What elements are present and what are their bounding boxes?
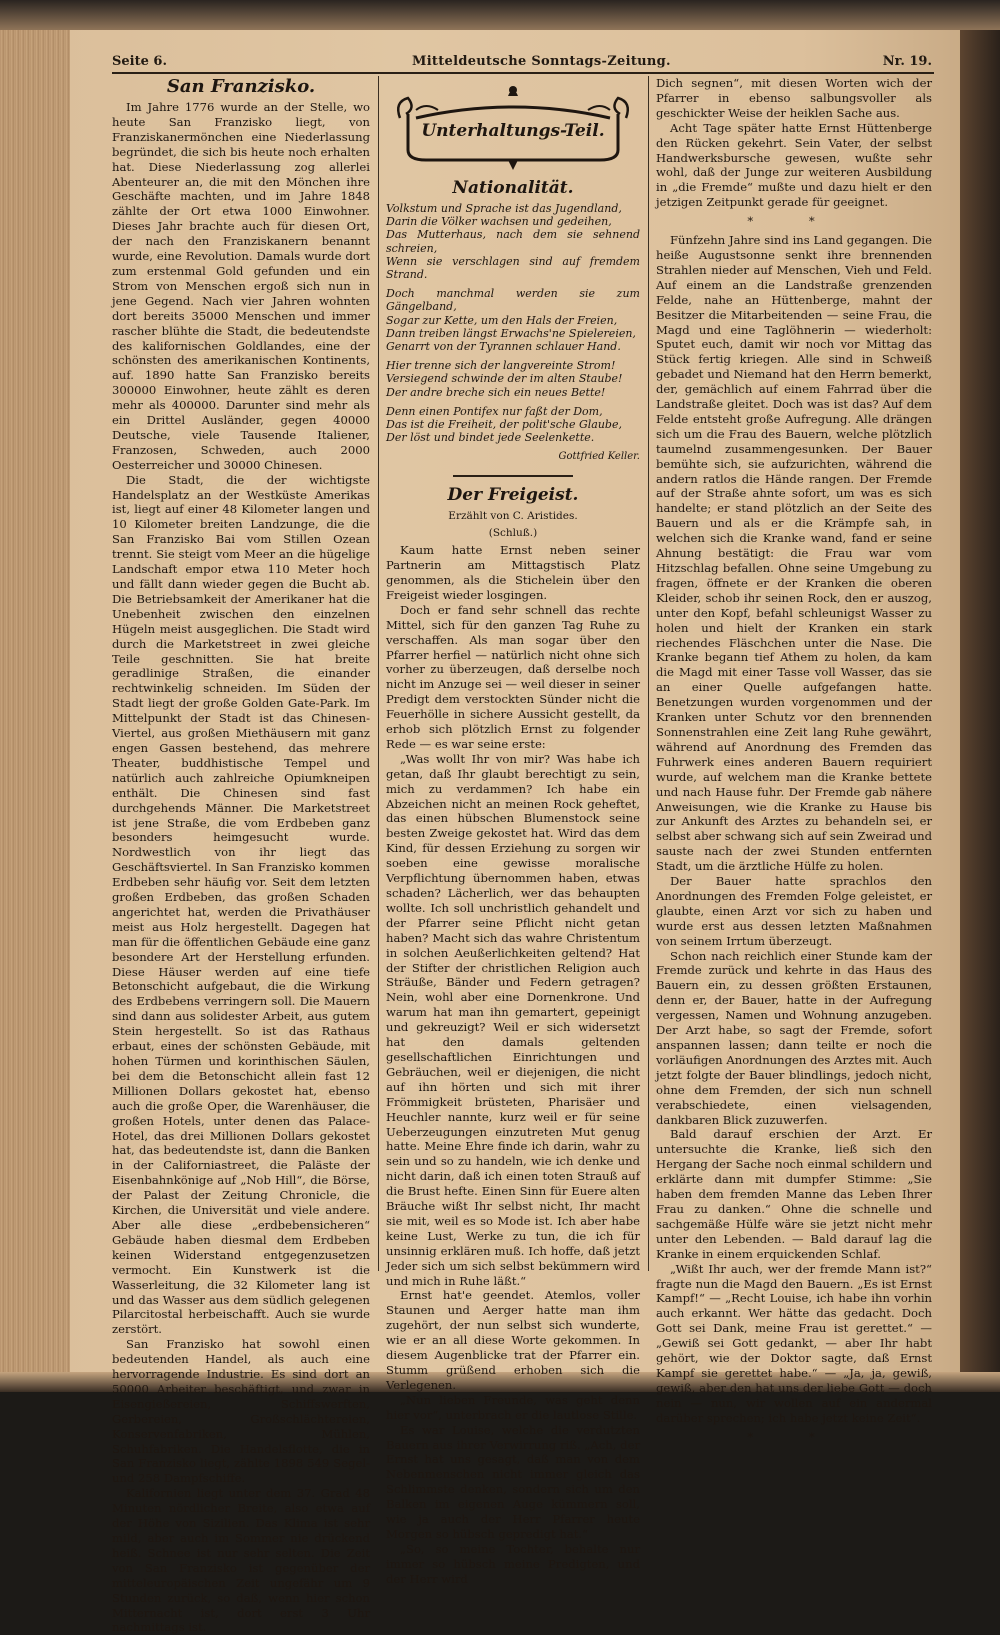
column-2 [386, 76, 640, 1586]
column-divider [378, 76, 379, 1271]
paragraph: „So, so meine Tochter, behalte nur immer so hübsch meine Predigten, und der Herr wird [386, 1541, 640, 1586]
paragraph: Der Bauer hatte sprachlos den Anordnungen des Fremden Folge geleistet, er glaubte, einen Arzt vor sich zu haben und wurde erst aus dessen letzten Maßnahmen von seinem Irrtum überzeugt. [656, 874, 932, 948]
entertainment-banner [386, 78, 640, 174]
paragraph: San Franzisko hat sowohl einen bedeutenden Handel, als auch eine hervorragende Industrie. Es sind dort an 50000 Arbeiter beschäftigt, und zwar in Eisengießereien, Schiffswerften, Gerbereien, Großschlächtereien, Konservenfabriken, Mühlen, Schuhfabriken. Die Handelsflotte, die in San Franzisko liegt, zählte 1898 549 Segel- und 258 Dampfschiffe. [112, 1337, 370, 1486]
header-rule [112, 72, 934, 74]
story-part: (Schluß.) [488, 527, 538, 540]
poem [386, 202, 640, 444]
poem-author: Gottfried Keller. [558, 451, 640, 463]
poem-line: Dann treiben längst Erwachs'ne Spielereien, [386, 326, 636, 340]
poem-line: Darin die Völker wachsen und gedeihen, [386, 215, 612, 229]
poem-line: Genarrt von der Tyrannen schlauer Hand. [386, 340, 621, 354]
poem-stanza [386, 359, 640, 399]
end-stars: * * [747, 1429, 841, 1444]
paragraph: Fünfzehn Jahre sind ins Land gegangen. Die heiße Augustsonne senkt ihre brennenden Strahlen nieder auf Menschen, Vieh und Feld. Auf einem an die Landstraße grenzenden Felde, nahe an Hüttenberge, mahnt der Besitzer die Mitarbeitenden — seine Frau, die Magd und eine Taglöhnerin — wiederholt: Sputet euch, damit wir noch vor Mittag das Stück fertig kriegen. Alle sind in Schweiß gebadet und Niemand hat den Herrn bemerkt, der, gemächlich auf einem Fahrrad über die Landstraße gleitet. Doch was ist das? Auf dem Felde entsteht große Aufregung. Alle drängen sich um die Frau des Bauern, welche plötzlich taumelnd zusammengesunken. Der Bauer bemühte sich, sie aufzurichten, während die andern ratlos die Hände rangen. Der Fremde auf der Straße ahnte sofort, um was es sich handelte; er stand plötzlich an der Seite des Bauern und als er die Krämpfe sah, in welchen sich die Kranke wand, fand er seine Ahnung bestätigt: die Frau war vom Hitzschlag befallen. Ohne seine Umgebung zu fragen, öffnete er der Kranken die oberen Kleider, schob ihr seinen Rock, den er auszog, unter den Kopf, befahl schleunigst Wasser zu holen und hielt der Kranken ein stark riechendes Fläschchen unter die Nase. Die Kranke begann tief Athem zu holen, da kam die Magd mit einer Tasse voll Wasser, das sie an einer Quelle aufgefangen hatte. Benetzungen wurden vorgenommen und der Kranken unter Schutz vor den brennenden Sonnenstrahlen eine Zeit lang Ruhe gewährt, während auf Anordnung des Fremden das Fuhrwerk eines anderen Bauern requiriert wurde, auf welchem man die Kranke bettete und nach Hause fuhr. Der Fremde gab nähere Anweisungen, wie die Kranke zu Hause bis zur Ankunft des Arztes zu behandeln sei, er selbst aber schwang sich auf sein Zweirad und sauste nach der zwei Stunden entfernten Stadt, um die ärztliche Hülfe zu holen. [656, 233, 932, 874]
poem-stanza [386, 405, 640, 445]
poem-line: Hier trenne sich der langvereinte Strom! [386, 359, 616, 373]
paragraph: Die Stadt, die der wichtigste Handelsplatz an der Westküste Amerikas ist, liegt auf einer 48 Kilometer langen und 10 Kilometer breiten Landzunge, die die San Franzisko Bai vom Stillen Ozean trennt. Sie steigt vom Meer an die hügelige Landschaft empor etwa 110 Meter hoch und fällt dann wieder gegen die Bucht ab. Die Betriebsamkeit der Amerikaner hat die Unebenheit zwischen den einzelnen Hügeln meist ausgeglichen. Die Stadt wird durch die Marketstreet in zwei gleiche Teile geschnitten. Sie hat breite geradlinige Straßen, die einander rechtwinkelig schneiden. Im Süden der Stadt liegt der große Golden Gate-Park. Im Mittelpunkt der Stadt ist das Chinesen-Viertel, aus großen Miethäusern mit ganz engen Gassen bestehend, das mehrere Theater, buddhistische Tempel und natürlich auch zahlreiche Opiumkneipen enthält. Die Chinesen sind fast durchgehends Männer. Die Marketstreet ist jene Straße, die vom Erdbeben ganz besonders heimgesucht wurde. Nordwestlich von ihr liegt das Geschäftsviertel. In San Franzisko kommen Erdbeben sehr häufig vor. Seit dem letzten großen Erdbeben, das großen Schaden angerichtet hat, werden die Privathäuser meist aus Holz hergestellt. Dagegen hat man für die öffentlichen Gebäude eine ganz besondere Art der Herstellung erfunden. Diese Häuser werden auf eine tiefe Betonschicht aufgebaut, die die Wirkung des Erdbebens verringern soll. Die Mauern sind dann aus solidester Arbeit, aus gutem Stein hergestellt. So ist das Rathaus erbaut, eines der schönsten Gebäude, mit hohen Türmen und korinthischen Säulen, bei dem die Betonschicht allein fast 12 Millionen Dollars gekostet hat, ebenso auch die große Oper, die Warenhäuser, die großen Hotels, unter denen das Palace-Hotel, das drei Millionen Dollars gekostet hat, das bedeutendste ist, dann die Banken in der Californiastreet, die Paläste der Eisenbahnkönige auf „Nob Hill“, die Börse, der Palast der Zeitung Chronicle, die Kirchen, die Universität und viele andere. Aber alle diese „erdbebensicheren“ Gebäude haben diesmal dem Erdbeben keinen Widerstand entgegenzusetzen vermocht. Ein Kunstwerk ist die Wasserleitung, die 32 Kilometer lang ist und das Wasser aus dem südlich gelegenen Pilarcitostal herbeischafft. Auch sie wurde zerstört. [112, 472, 370, 1337]
poem-line: Doch manchmal werden sie zum Gängelband, [386, 287, 640, 314]
paragraph: Doch er fand sehr schnell das rechte Mittel, sich für den ganzen Tag Ruhe zu verschaffen. Als man sogar über den Pfarrer herfiel — natürlich nicht ohne sich vorher zu überzeugen, daß derselbe noch nicht im Anzuge sei — weil dieser in seiner Predigt dem verstockten Sünder nicht die Feuerhölle in sichere Aussicht gestellt, da erhob sich plötzlich Ernst zu folgender Rede — es war seine erste: [386, 602, 640, 751]
poem-line: Versiegend schwinde der im alten Staube! [386, 372, 623, 386]
poem-line: Das ist die Freiheit, der polit'sche Glaube, [386, 418, 622, 432]
poem-line: Der löst und bindet jede Seelenkette. [386, 431, 595, 445]
poem-line: Volkstum und Sprache ist das Jugendland, [386, 202, 622, 215]
column-1 [112, 76, 370, 1635]
paragraph: „Was wollt Ihr von mir? Was habe ich getan, daß Ihr glaubt berechtigt zu sein, mich zu verdammen? Ich habe ein Abzeichen nicht an meinen Rock geheftet, das einen hübschen Blumenstock seine besten Zweige gekostet hat. Wird das dem Kind, für dessen Erziehung zu sorgen wir soeben eine gewisse moralische Verpflichtung übernommen haben, etwas schaden? Lächerlich, wer das behaupten wollte. Ich soll unchristlich gehandelt und der Pfarrer seine Pflicht nicht getan haben? Macht sich das wahre Christentum in solchen Aeußerlichkeiten geltend? Hat der Stifter der christlichen Religion auch Sträuße, Bänder und Federn getragen? Nein, wohl aber eine Dornenkrone. Und warum hat man ihn gemartert, gepeinigt und gekreuzigt? Weil er sich widersetzt hat den damals geltenden gesellschaftlichen Einrichtungen und Gebräuchen, weil er diejenigen, die nicht auf ihn hörten und sich mit ihrer Frömmigkeit brüsteten, Pharisäer und Heuchler nannte, kurz weil er für seine Ueberzeugungen einzutreten Mut genug hatte. Meine Ehre finde ich darin, wahr zu sein und so zu handeln, wie ich denke und nicht darin, daß ich einen toten Strauß auf die Brust hefte. Einen Sinn für Euere alten Bräuche wißt Ihr selbst nicht, Ihr macht sie mit, weil es so Mode ist. Ich aber habe keine Lust, Werke zu tun, die ich für unsinnig erklären muß. Ich hoffe, daß jetzt Jeder sich um sich selbst bekümmern wird und mich in Ruhe läßt.“ [386, 751, 640, 1288]
paragraph: „Nun lieben Freunde, was geht denn hier vor“, unterbrach er die lautlose Stille. [386, 1392, 640, 1422]
poem-line: Wenn sie verschlagen sind auf fremdem Strand. [386, 254, 640, 282]
section-stars: * * [747, 214, 841, 229]
paragraph: „Wißt Ihr auch, wer der fremde Mann ist?“ fragte nun die Magd den Bauern. „Es ist Ernst Kampf!“ — „Recht Louise, ich habe ihn vorhin auch erkannt. Wer hätte das gedacht. Doch Gott sei Dank, meine Frau ist gerettet.“ — „Gewiß sei Gott gedankt, — aber Ihr habt gehört, wie der Doktor sagte, daß Ernst Kampf sie gerettet habe.“ — „Ja, ja, gewiß, gewiß, aber den hat uns der liebe Gott — doch nein — nun, wir wollen auf ein andermal darüber sprechen; ich habe jetzt keine Zeit“. [656, 1261, 932, 1425]
paragraph: Im Jahre 1776 wurde an der Stelle, wo heute San Franzisko liegt, von Franziskanermönchen eine Niederlassung begründet, die sich bis heute noch erhalten hat. Diese Niederlassung zog allerlei Abenteurer an, die mit den Mönchen ihre Geschäfte machten, und im Jahre 1848 zählte der Ort etwa 1000 Einwohner. Dieses Jahr brachte auch für diesen Ort, der nach den Franziskanern benannt wurde, eine Revolution. Damals wurde dort zum erstenmal Gold gefunden und ein Strom von Menschen ergoß sich nun in jene Gegend. Nach vier Jahren wohnten dort bereits 35000 Menschen und immer rascher blühte die Stadt, die bedeutendste des kalifornischen Goldlandes, eine der schönsten des amerikanischen Kontinents, auf. 1890 hatte San Franzisko bereits 300000 Einwohner, heute zählt es deren mehr als 400000. Darunter sind mehr als ein Drittel Ausländer, gegen 40000 Deutsche, viele Tausende Italiener, Franzosen, Schweden, auch 2000 Oesterreicher und 30000 Chinesen. [112, 100, 370, 472]
column-3 [656, 76, 932, 1444]
book-spine [960, 0, 1000, 1392]
paragraph: Bald darauf erschien der Arzt. Er untersuchte die Kranke, ließ sich den Hergang der Sache noch einmal schildern und erklärte dann mit dumpfer Stimme: „Sie haben dem fremden Manne das Leben Ihrer Frau zu danken.“ Ohne die schnelle und sachgemäße Hülfe wäre sie jetzt nicht mehr unter den Lebenden. — Bald darauf lag die Kranke in einem erquickenden Schlaf. [656, 1127, 932, 1261]
article-title: San Franzisko. [166, 76, 316, 97]
page-header [112, 54, 932, 74]
paragraph: Ernst hat'e geendet. Atemlos, voller Staunen und Aerger hatte man ihm zugehört, der nun selbst sich wunderte, wie er an all diese Worte gekommen. In diesem Augenblicke trat der Pfarrer ein. Stumm grüßend erhoben sich die Verlegenen. [386, 1288, 640, 1392]
poem-line: Das Mutterhaus, nach dem sie sehnend schreien, [386, 228, 640, 255]
page-number: Seite 6. [112, 54, 167, 69]
paragraph: Kaum hatte Ernst neben seiner Partnerin am Mittagstisch Platz genommen, als die Stichelein über den Freigeist wieder losgingen. [386, 543, 640, 602]
column-divider [648, 76, 649, 1271]
poem-line: Sogar zur Kette, um den Hals der Freien, [386, 313, 618, 327]
poem-stanza [386, 202, 640, 281]
paragraph: Es war Louise, welche die verdutzten Bauern aus ihrer Verwirrung riß. „Ach, der Ernst hat uns gesagt, daß man von dem Nebenmenschen nicht immer gleich das Schlimmste denken, sondern sich um den Balken im eigenen Auge kümmern soll, wie ja auch der Herr Pfarrer heute Morgen so hübsch gepredigt hat.“ [386, 1422, 640, 1541]
page-binding [0, 0, 70, 1392]
issue-number: Nr. 19. [882, 54, 932, 69]
paragraph: Kalifornien liegt unter dem 37. Grad 48 Minuten nördlicher Breite, also etwa auf der Höhe von Sizilien. Das Klima ist sehr mild, aber auch im Sommer nie drückend heiß. Schnee ist nur sehr selten. Die Zeit von San Franzisko ist gegenüber der mitteleuropäischen Zeit ungefähr um 9 Stunden zurück, so daß, wenn hier schon Mitternacht ist, dort erst 3 Uhr nachmittags ist. [112, 1486, 370, 1635]
story-byline: Erzählt von C. Aristides. [448, 510, 578, 523]
paragraph: Acht Tage später hatte Ernst Hüttenberge den Rücken gekehrt. Sein Vater, der selbst Handwerksbursche gewesen, wußte sehr wohl, daß der Junge zur weiteren Ausbildung in „die Fremde“ mußte und dazu hielt er den jetzigen Zeitpunkt gerade für geeignet. [656, 120, 932, 210]
banner-title: Unterhaltungs-Teil. [421, 121, 605, 141]
top-edge [0, 0, 1000, 30]
poem-stanza [386, 287, 640, 353]
poem-line: Der andre breche sich ein neues Bette! [386, 385, 606, 399]
publication-title: Mitteldeutsche Sonntags-Zeitung. [412, 54, 671, 69]
section-rule [453, 475, 573, 477]
story-title: Der Freigeist. [447, 485, 579, 506]
paragraph: Dich segnen“, mit diesen Worten wich der Pfarrer in ebenso salbungsvoller als geschickter Weise der heiklen Sache aus. [656, 76, 932, 120]
poem-line: Denn einen Pontifex nur faßt der Dom, [386, 404, 603, 418]
paragraph: Schon nach reichlich einer Stunde kam der Fremde zurück und kehrte in das Haus des Bauern ein, zu dessen größten Erstaunen, denn er, der Bauer, hatte in der Aufregung vergessen, Namen und Wohnung anzugeben. Der Arzt habe, so sagt der Fremde, sofort anspannen lassen; dann teilte er noch die vorläufigen Anordnungen des Arztes mit. Auch jetzt folgte der Bauer blindlings, jedoch nicht, ohne dem Fremden, der sich nun schnell verabschiedete, einen vielsagenden, dankbaren Blick zuzuwerfen. [656, 948, 932, 1127]
poem-title: Nationalität. [452, 178, 574, 198]
